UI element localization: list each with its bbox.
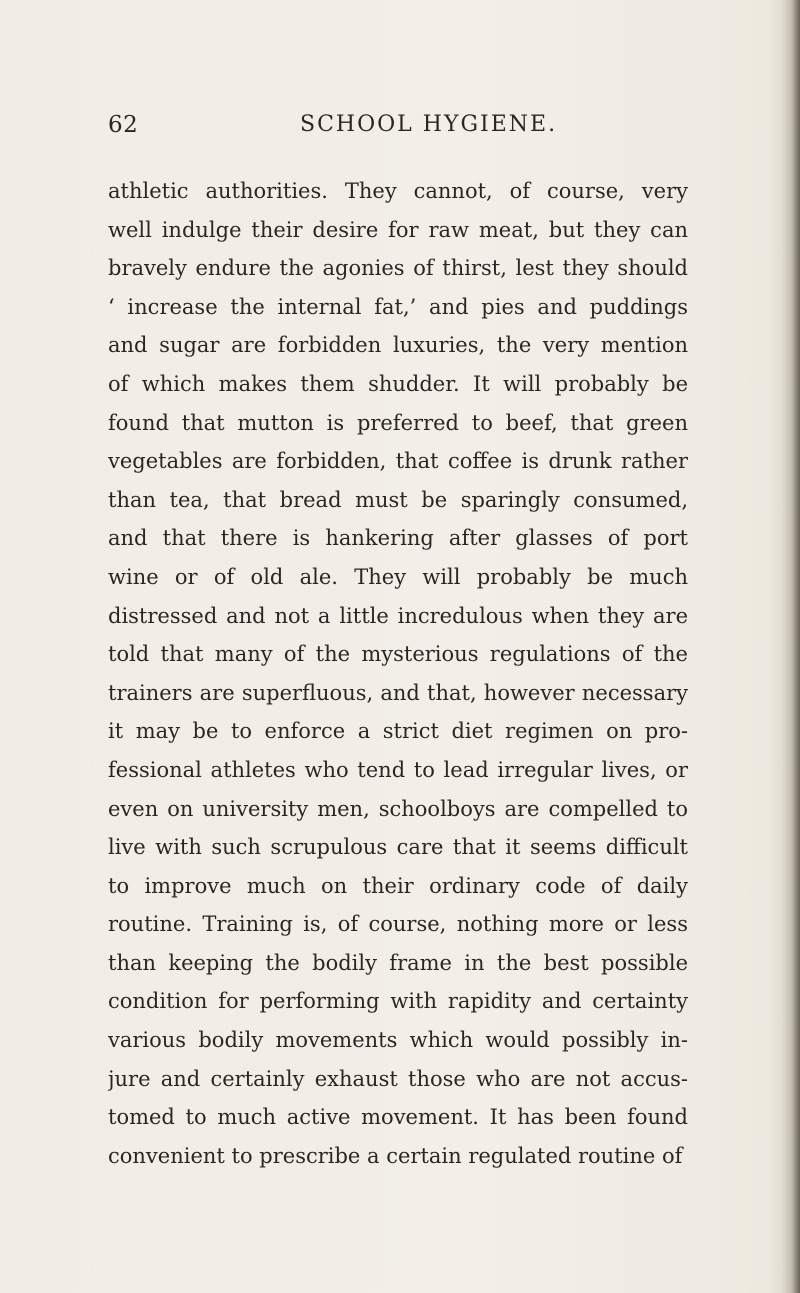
text-line: well indulge their desire for raw meat, but they can <box>108 217 688 242</box>
page-edge-shadow <box>782 0 800 1293</box>
text-line: even on university men, schoolboys are compelled to <box>108 796 688 821</box>
text-line: wine or of old ale. They will probably be much <box>108 564 688 589</box>
text-line: found that mutton is preferred to beef, that green <box>108 410 688 435</box>
text-line: jure and certainly exhaust those who are not accus- <box>108 1066 688 1091</box>
text-line: of which makes them shudder. It will probably be <box>108 371 688 396</box>
text-line: trainers are superfluous, and that, however necessary <box>108 680 688 705</box>
text-line: routine. Training is, of course, nothing more or less <box>108 912 688 937</box>
page-number: 62 <box>108 112 139 138</box>
body-text <box>108 172 688 1175</box>
text-line: told that many of the mysterious regulations of the <box>108 642 688 667</box>
text-line: and that there is hankering after glasses of port <box>108 526 688 551</box>
text-line: tomed to much active movement. It has been found <box>108 1105 688 1130</box>
running-head: SCHOOL HYGIENE. <box>300 112 558 137</box>
page-header <box>108 112 708 148</box>
text-line: it may be to enforce a strict diet regimen on pro- <box>108 719 688 744</box>
text-line: condition for performing with rapidity and certainty <box>108 989 688 1014</box>
text-line: convenient to prescribe a certain regulated routine of <box>108 1143 683 1168</box>
text-line: various bodily movements which would possibly in- <box>108 1028 688 1053</box>
text-line: bravely endure the agonies of thirst, lest they should <box>108 256 688 281</box>
text-line: and sugar are forbidden luxuries, the very mention <box>108 333 688 358</box>
text-line: ‘ increase the internal fat,’ and pies and puddings <box>108 294 688 319</box>
text-line: distressed and not a little incredulous when they are <box>108 603 688 628</box>
text-line: live with such scrupulous care that it seems difficult <box>108 835 688 860</box>
text-line: fessional athletes who tend to lead irregular lives, or <box>108 757 688 782</box>
text-line: athletic authorities. They cannot, of course, very <box>108 179 688 203</box>
text-line: to improve much on their ordinary code of daily <box>108 873 688 898</box>
text-line: than keeping the bodily frame in the best possible <box>108 950 688 975</box>
text-line: vegetables are forbidden, that coffee is drunk rather <box>108 449 688 474</box>
text-line: than tea, that bread must be sparingly consumed, <box>108 487 688 512</box>
